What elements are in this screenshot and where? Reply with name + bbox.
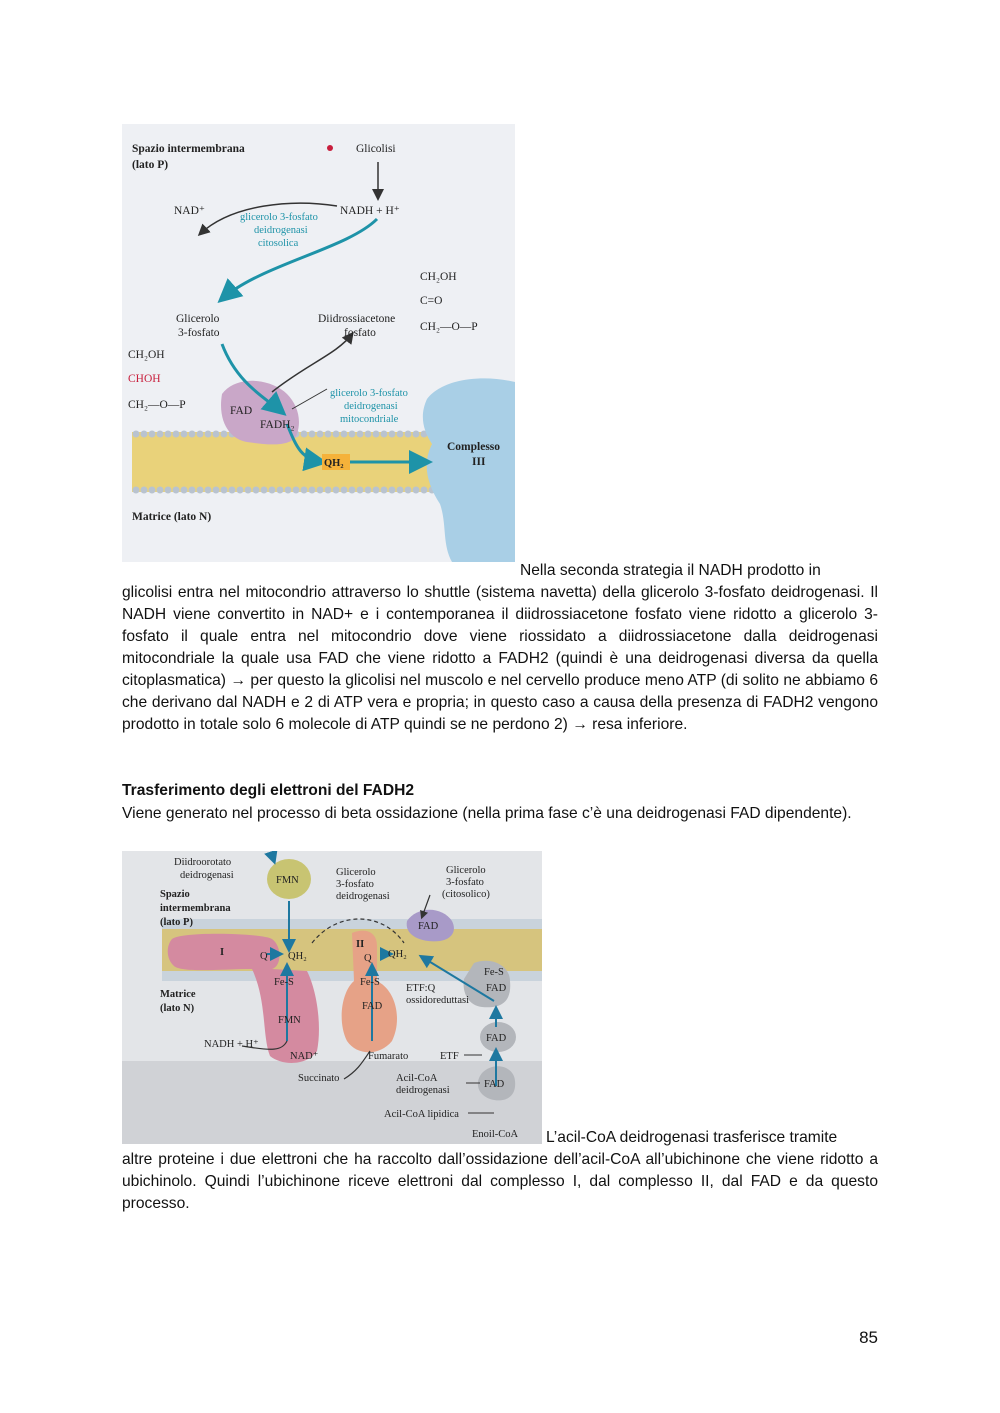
label-fad: FAD xyxy=(230,405,253,417)
label-space-side: (lato P) xyxy=(132,159,169,171)
label-matrix-2: (lato N) xyxy=(160,1003,195,1014)
label-enzyme-cyto-2: deidrogenasi xyxy=(254,225,308,236)
label-fes-2: Fe-S xyxy=(360,977,380,988)
label-g3p-cyt-1: Glicerolo xyxy=(446,865,486,876)
label-dhap-1: Diidrossiacetone xyxy=(318,313,396,325)
label-etf: ETF xyxy=(440,1051,459,1062)
label-q-1: Q xyxy=(260,951,268,962)
ubiquinone-electron-figure xyxy=(122,851,542,1144)
label-g3pdh-2: 3-fosfato xyxy=(336,879,374,890)
label-matrix-1: Matrice xyxy=(160,989,196,1000)
label-dhodh-2: deidrogenasi xyxy=(180,870,234,881)
label-etfq-1: ETF:Q xyxy=(406,983,436,994)
label-complex-2: III xyxy=(472,456,486,468)
label-fes-1: Fe-S xyxy=(274,977,294,988)
label-dhap-s3: CH₂—O—P xyxy=(420,321,478,333)
label-fumarato: Fumarato xyxy=(368,1051,409,1062)
label-etfq-2: ossidoreduttasi xyxy=(406,995,469,1006)
label-fad-ii: FAD xyxy=(362,1001,383,1012)
label-qh2: QH₂ xyxy=(324,458,344,469)
label-g3p-s3: CH₂—O—P xyxy=(128,399,186,411)
label-complex-1: Complesso xyxy=(447,441,501,453)
label-g3p-cyt-3: (citosolico) xyxy=(442,889,490,900)
label-q-2: Q xyxy=(364,953,372,964)
label-enoyl: Enoil-CoA xyxy=(472,1129,519,1140)
label-space-2: intermembrana xyxy=(160,903,231,914)
label-space-3: (lato P) xyxy=(160,917,193,928)
paragraph-acyl-coa-body: altre proteine i due elettroni che ha raccolto dall’ossidazione dell’acil-CoA all’ubichinone che viene ridotto a ubichinolo. Quindi l’ubichinone riceve elettroni dal complesso I, dal complesso II, dal FAD e da questo processo. xyxy=(122,1151,878,1212)
label-enzyme-mito-2: deidrogenasi xyxy=(344,401,398,412)
label-fes-fad-1: Fe-S xyxy=(484,967,504,978)
label-enzyme-mito-1: glicerolo 3-fosfato xyxy=(330,388,408,399)
label-enzyme-mito-3: mitocondriale xyxy=(340,414,399,425)
page-number: 85 xyxy=(859,1328,878,1347)
label-acyl: Acil-CoA lipidica xyxy=(384,1109,459,1120)
label-complex-ii: II xyxy=(356,939,365,950)
label-g3pdh-1: Glicerolo xyxy=(336,867,376,878)
paragraph-shuttle-lead: Nella seconda strategia il NADH prodotto in xyxy=(520,562,821,579)
label-nad-plus: NAD⁺ xyxy=(174,205,205,217)
paragraph-beta-oxidation: Viene generato nel processo di beta ossidazione (nella prima fase c’è una deidrogenasi FAD dipendente). xyxy=(122,805,852,822)
label-qh2-2: QH₂ xyxy=(388,949,407,960)
label-nadh: NADH + H⁺ xyxy=(340,205,400,217)
label-dhap-2: fosfato xyxy=(344,327,376,339)
label-enzyme-cyto-1: glicerolo 3-fosfato xyxy=(240,212,318,223)
label-matrix: Matrice (lato N) xyxy=(132,511,212,523)
label-glicolisi: Glicolisi xyxy=(356,143,396,155)
label-g3p-s1: CH₂OH xyxy=(128,349,165,361)
label-fadh2: FADH₂ xyxy=(260,419,295,431)
label-space: Spazio intermembrana xyxy=(132,143,245,155)
label-fes-fad-2: FAD xyxy=(486,983,507,994)
section-heading: Trasferimento degli elettroni del FADH2 xyxy=(122,782,415,799)
label-fad-top: FAD xyxy=(418,921,439,932)
label-g3pdh-3: deidrogenasi xyxy=(336,891,390,902)
label-g3p-2: 3-fosfato xyxy=(178,327,220,339)
label-fad-etf: FAD xyxy=(486,1033,507,1044)
label-fmn-mid: FMN xyxy=(278,1015,301,1026)
label-g3p-cyt-2: 3-fosfato xyxy=(446,877,484,888)
label-qh2-1: QH₂ xyxy=(288,951,307,962)
paragraph-shuttle-body: glicolisi entra nel mitocondrio attraverso lo shuttle (sistema navetta) della glicerolo 3-fosfato deidrogenasi. Il NADH viene convertito in NAD+ e i contemporanea il diidrossiacetone fosfato viene ridotto a glicerolo 3-fosfato il quale entra nel mitocondrio dove viene riossidato a diidrossiacetone dalla deidrogenasi mitocondriale la quale usa FAD che viene ridotto a FADH2 (quindi è una deidrogenasi diversa da quella citoplasmatica) → per questo la glicolisi nel muscolo e nel cervello produce meno ATP (di solito ne abbiamo 6 che derivano dal NADH e 2 di ATP vera e propria; in questo caso a causa della presenza di FADH2 vengono prodotto in totale solo 6 molecole di ATP quindi se ne perdono 2) → resa inferiore. xyxy=(122,584,878,733)
label-space-1: Spazio xyxy=(160,889,190,900)
label-dhap-s2: C=O xyxy=(420,295,443,307)
label-acdh-2: deidrogenasi xyxy=(396,1085,450,1096)
label-g3p-1: Glicerolo xyxy=(176,313,220,325)
label-enzyme-cyto-3: citosolica xyxy=(258,238,299,249)
paragraph-shuttle xyxy=(122,560,878,736)
label-succinato: Succinato xyxy=(298,1073,340,1084)
glycerol-shuttle-figure xyxy=(122,124,515,562)
label-nad: NAD⁺ xyxy=(290,1051,319,1062)
label-fad-acdh: FAD xyxy=(484,1079,505,1090)
paragraph-acyl-coa xyxy=(122,1127,878,1215)
label-dhodh-1: Diidroorotato xyxy=(174,857,232,868)
label-fmn-top: FMN xyxy=(276,875,299,886)
label-acdh-1: Acil-CoA xyxy=(396,1073,438,1084)
label-g3p-s2: CHOH xyxy=(128,373,161,385)
label-dhap-s1: CH₂OH xyxy=(420,271,457,283)
label-complex-i: I xyxy=(220,947,225,958)
paragraph-acyl-coa-lead: L’acil-CoA deidrogenasi trasferisce tramite xyxy=(546,1129,838,1146)
label-nadh-2: NADH + H⁺ xyxy=(204,1039,259,1050)
